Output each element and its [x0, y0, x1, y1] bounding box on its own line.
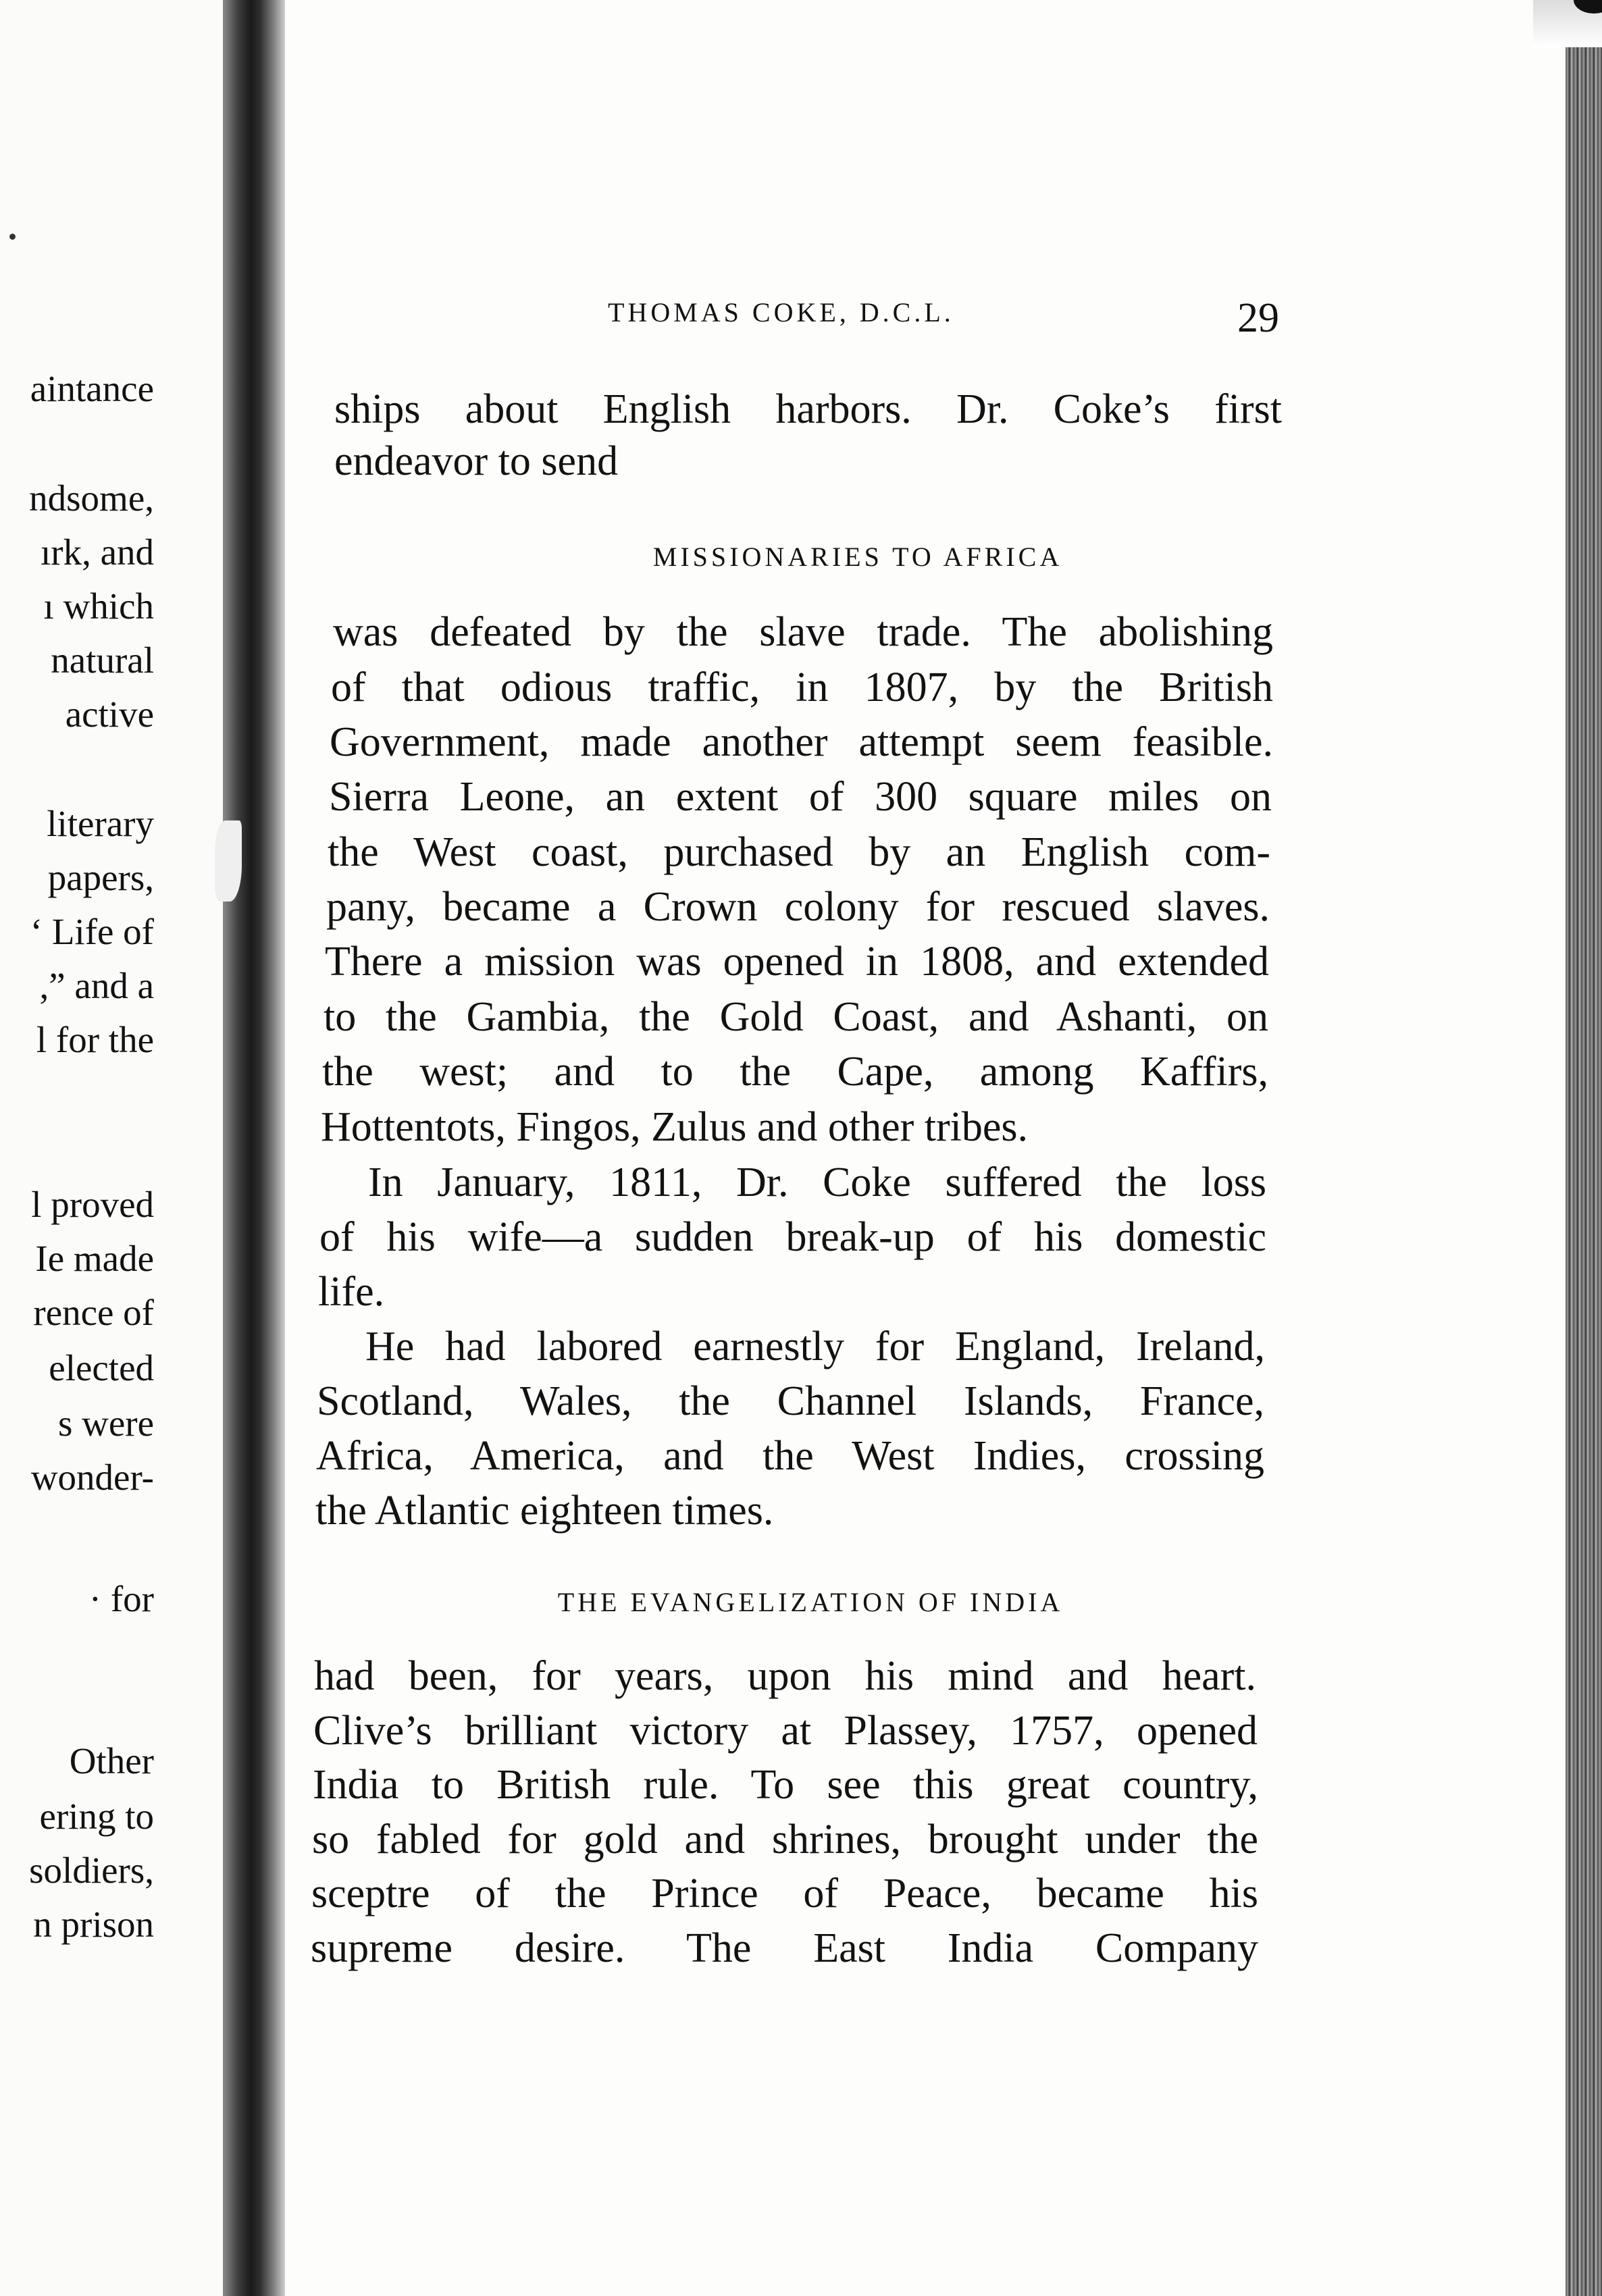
- body-line: to the Gambia, the Gold Coast, and Ashanti, on: [324, 994, 1268, 1040]
- body-line: Clive’s brilliant victory at Plassey, 1757, opened: [313, 1708, 1258, 1754]
- previous-page-line: soldiers,: [29, 1850, 154, 1891]
- body-line: life.: [318, 1269, 385, 1315]
- previous-page-line: ,” and a: [39, 965, 154, 1006]
- previous-page-line: ‘ Life of: [30, 911, 154, 952]
- previous-page-line: Ie made: [35, 1238, 154, 1279]
- body-line: sceptre of the Prince of Peace, became his: [311, 1871, 1258, 1916]
- body-line: so fabled for gold and shrines, brought under the: [312, 1817, 1258, 1862]
- paper-tear: [215, 820, 242, 902]
- body-line: Africa, America, and the West Indies, crossing: [316, 1433, 1264, 1479]
- body-line: Government, made another attempt seem feasible.: [330, 719, 1273, 765]
- body-line: the West coast, purchased by an English com-: [328, 829, 1270, 875]
- previous-page-fragment: [0, 0, 230, 2296]
- body-line: of that odious traffic, in 1807, by the British: [331, 664, 1273, 710]
- previous-page-line: wonder-: [30, 1457, 154, 1498]
- previous-page-line: n prison: [33, 1904, 154, 1945]
- body-line: India to British rule. To see this great country,: [313, 1762, 1258, 1808]
- section-heading: THE EVANGELIZATION OF INDIA: [557, 1587, 1064, 1617]
- body-line: of his wife—a sudden break-up of his domestic: [319, 1214, 1266, 1260]
- previous-page-line: literary: [47, 803, 154, 844]
- body-line: the west; and to the Cape, among Kaffirs,: [322, 1049, 1268, 1095]
- previous-page-line: Other: [69, 1740, 154, 1781]
- previous-page-line: papers,: [47, 857, 154, 898]
- ink-speck: [9, 234, 16, 240]
- body-line: Hottentots, Fingos, Zulus and other tribes.: [321, 1104, 1029, 1150]
- previous-page-line: ering to: [39, 1796, 154, 1837]
- body-line: was defeated by the slave trade. The abolishing: [333, 609, 1273, 655]
- previous-page-line: rence of: [33, 1292, 154, 1333]
- previous-page-line: l proved: [31, 1184, 154, 1225]
- body-line: ships about English harbors. Dr. Coke’s first: [334, 386, 1282, 432]
- body-line: Scotland, Wales, the Channel Islands, France,: [317, 1378, 1264, 1424]
- previous-page-line: l for the: [36, 1019, 154, 1060]
- previous-page-line: · for: [88, 1578, 154, 1619]
- body-line: had been, for years, upon his mind and heart.: [314, 1653, 1256, 1699]
- previous-page-line: ndsome,: [29, 477, 154, 519]
- body-line: There a mission was opened in 1808, and extended: [325, 939, 1269, 985]
- section-heading: MISSIONARIES TO AFRICA: [652, 542, 1063, 572]
- previous-page-line: elected: [49, 1347, 154, 1388]
- body-line: He had labored earnestly for England, Ireland,: [365, 1324, 1265, 1369]
- body-line: the Atlantic eighteen times.: [315, 1488, 774, 1534]
- running-head: THOMAS COKE, D.C.L.: [608, 297, 954, 328]
- body-line: pany, became a Crown colony for rescued slaves.: [326, 884, 1270, 930]
- previous-page-line: active: [65, 694, 154, 735]
- book-gutter-shadow: [223, 0, 285, 2296]
- previous-page-line: ı which: [43, 585, 154, 627]
- previous-page-line: natural: [51, 640, 154, 681]
- body-line: supreme desire. The East India Company: [311, 1925, 1258, 1971]
- previous-page-line: ırk, and: [40, 531, 154, 573]
- previous-page-line: s were: [57, 1403, 154, 1444]
- previous-page-line: aintance: [30, 368, 154, 409]
- page-number: 29: [1237, 295, 1279, 341]
- body-line: endeavor to send: [334, 438, 619, 484]
- body-line: Sierra Leone, an extent of 300 square miles on: [329, 774, 1272, 820]
- body-line: In January, 1811, Dr. Coke suffered the loss: [368, 1159, 1266, 1205]
- page-stack-edge: [1566, 47, 1602, 2296]
